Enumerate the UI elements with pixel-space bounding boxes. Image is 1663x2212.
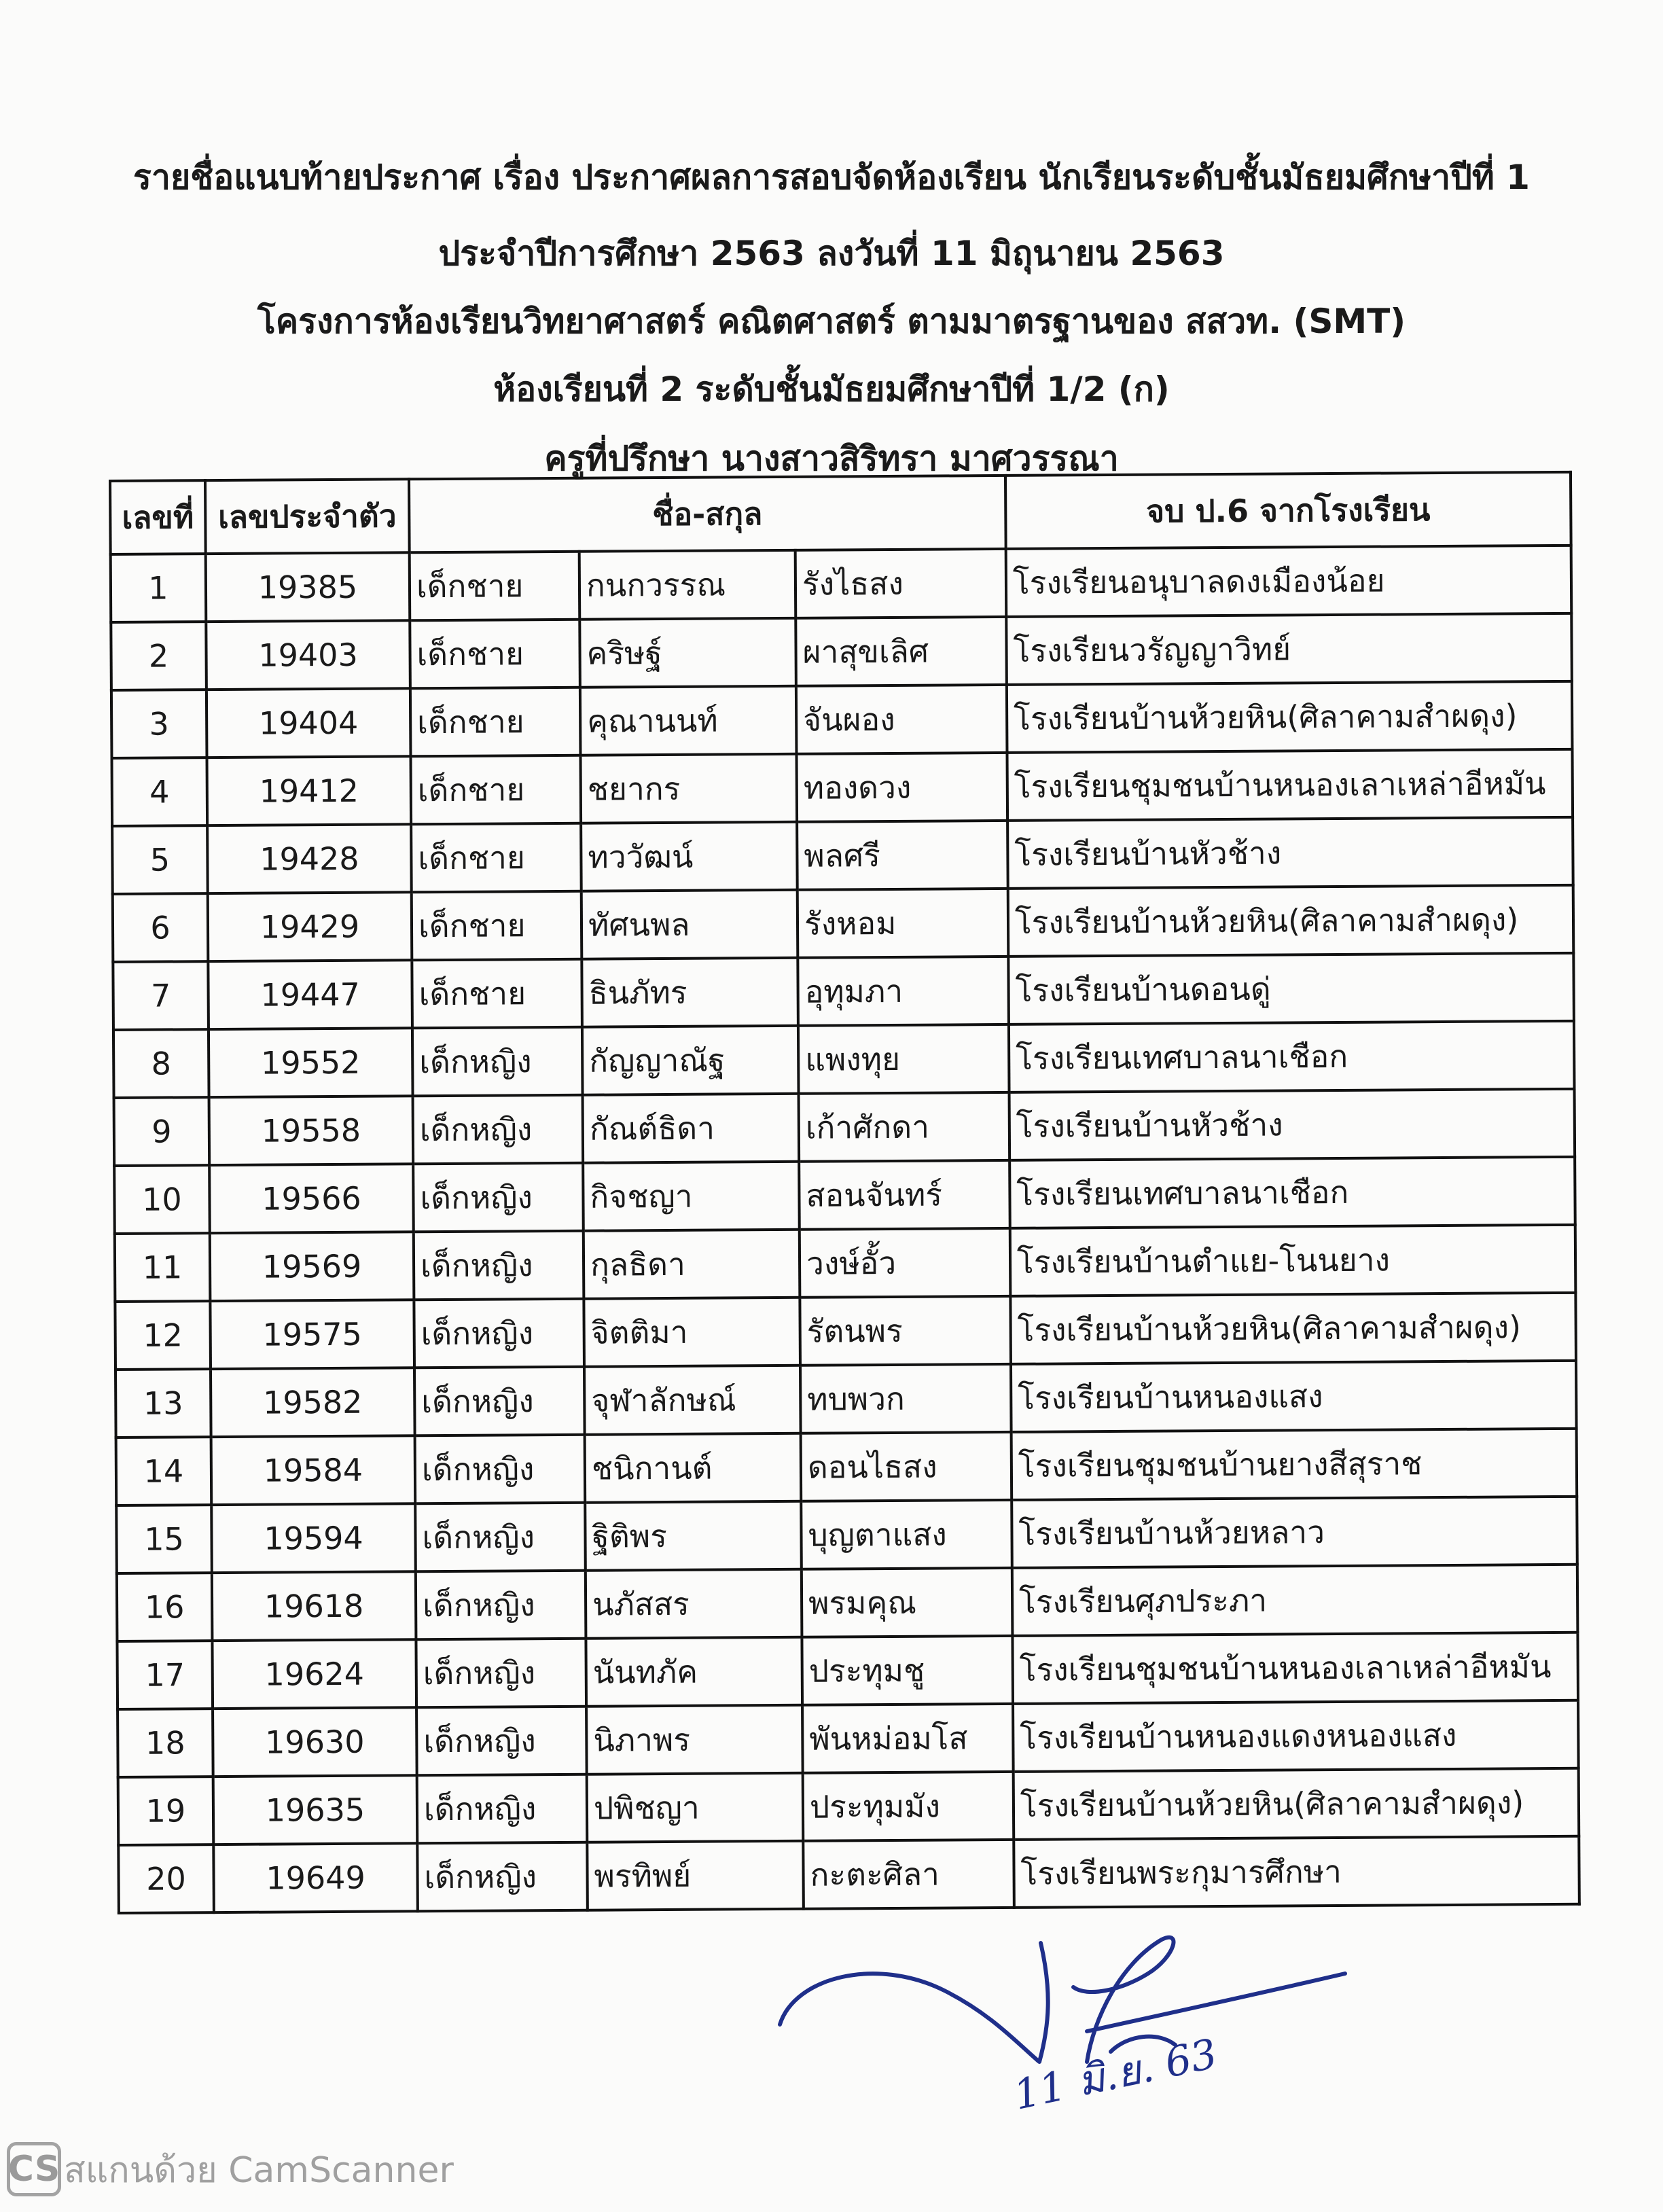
table-row (117, 1633, 1578, 1709)
student-last-name: จันผอง (796, 685, 1007, 754)
student-id: 19584 (211, 1435, 416, 1505)
student-id: 19635 (213, 1775, 418, 1844)
previous-school: โรงเรียนบ้านห้วยหิน(ศิลาคามสำผดุง) (1014, 1768, 1579, 1840)
student-id: 19566 (209, 1164, 414, 1233)
table-body (111, 546, 1579, 1913)
academic-year-line: ประจำปีการศึกษา 2563 ลงวันที่ 11 มิถุนายน 2563 (438, 234, 1225, 273)
student-title: เด็กชาย (410, 755, 581, 825)
row-number: 8 (113, 1029, 209, 1098)
row-number: 4 (112, 757, 208, 826)
student-first-name: คริษฐ์ (579, 618, 796, 688)
table-row (118, 1768, 1579, 1845)
previous-school: โรงเรียนชุมชนบ้านยางสีสุราช (1012, 1429, 1577, 1500)
table-row (116, 1429, 1577, 1505)
student-last-name: สอนจันทร์ (799, 1160, 1010, 1230)
column-header-name: ชื่อ-สกุล (409, 476, 1006, 552)
previous-school: โรงเรียนบ้านหัวช้าง (1009, 1089, 1575, 1160)
student-id: 19404 (207, 688, 411, 757)
row-number: 6 (113, 893, 209, 962)
student-last-name: รังไธสง (795, 549, 1007, 618)
student-first-name: ชยากร (580, 754, 797, 823)
camscanner-watermark (7, 2139, 454, 2200)
student-last-name: ทองดวง (796, 753, 1007, 822)
student-last-name: ผาสุขเลิศ (795, 617, 1007, 686)
student-last-name: ประทุมมัง (803, 1772, 1014, 1841)
student-title: เด็กชาย (410, 688, 581, 757)
student-first-name: ปพิชญา (587, 1773, 804, 1842)
table-row (113, 1021, 1575, 1098)
student-first-name: กุลธิดา (584, 1230, 800, 1299)
row-number: 10 (114, 1165, 210, 1234)
student-first-name: นันทภัค (586, 1637, 802, 1707)
previous-school: โรงเรียนเทศบาลนาเชือก (1009, 1157, 1575, 1228)
table-row (114, 1089, 1575, 1166)
student-title: เด็กหญิง (417, 1774, 588, 1844)
student-last-name: กะตะศิลา (803, 1840, 1014, 1909)
previous-school: โรงเรียนศุภประภา (1012, 1565, 1578, 1636)
student-title: เด็กชาย (410, 620, 580, 689)
student-title: เด็กหญิง (415, 1503, 586, 1572)
student-first-name: กัญญาณัฐ (582, 1026, 799, 1095)
row-number: 17 (117, 1641, 213, 1709)
student-first-name: กิจชญา (583, 1162, 800, 1231)
student-title: เด็กหญิง (414, 1231, 584, 1300)
student-last-name: ดอนไธสง (801, 1432, 1012, 1501)
student-id: 19624 (212, 1639, 416, 1709)
signature-stroke (1087, 1974, 1345, 2031)
student-title: เด็กหญิง (416, 1571, 586, 1640)
student-last-name: พันหม่อมโส (802, 1704, 1014, 1773)
student-last-name: พรมคุณ (802, 1568, 1013, 1637)
student-id: 19429 (208, 892, 412, 961)
previous-school: โรงเรียนอนุบาลดงเมืองน้อย (1006, 546, 1572, 617)
student-first-name: กัณต์ธิดา (583, 1094, 800, 1163)
column-header-school: จบ ป.6 จากโรงเรียน (1005, 472, 1571, 549)
student-id: 19552 (209, 1028, 413, 1097)
student-title: เด็กหญิง (414, 1367, 585, 1436)
student-id: 19428 (207, 824, 412, 893)
table-row (113, 953, 1574, 1030)
row-number: 12 (115, 1301, 211, 1370)
previous-school: โรงเรียนชุมชนบ้านหนองเลาเหล่าอีหมัน (1007, 749, 1573, 821)
column-header-no: เลขที่ (110, 480, 206, 554)
student-first-name: ทววัฒน์ (581, 822, 798, 891)
row-number: 1 (111, 554, 207, 622)
advisor-line: ครูที่ปรึกษา นางสาวสิริทรา มาศวรรณา (544, 439, 1119, 478)
student-first-name: นภัสสร (586, 1569, 802, 1639)
student-title: เด็กชาย (410, 552, 580, 621)
student-first-name: ฐิติพร (585, 1501, 802, 1571)
signature-stroke (780, 1943, 1048, 2062)
previous-school: โรงเรียนชุมชนบ้านหนองเลาเหล่าอีหมัน (1012, 1633, 1578, 1704)
student-title: เด็กหญิง (416, 1707, 587, 1776)
camscanner-logo-icon: CS (7, 2142, 61, 2196)
row-number: 5 (112, 825, 208, 894)
student-id: 19575 (210, 1300, 414, 1369)
student-id: 19385 (206, 552, 410, 622)
row-number: 3 (111, 690, 207, 758)
student-first-name: จิตติมา (584, 1298, 800, 1367)
signature-date-note: 11 มิ.ย. 63 (1009, 2030, 1221, 2120)
previous-school: โรงเรียนบ้านตำแย-โนนยาง (1010, 1225, 1576, 1296)
table-row (111, 681, 1573, 758)
row-number: 7 (113, 961, 209, 1030)
student-first-name: ชนิกานต์ (585, 1433, 802, 1503)
table-row (116, 1497, 1577, 1573)
table-row (112, 817, 1573, 894)
student-roster-table (109, 471, 1581, 1914)
student-first-name: จุฬาลักษณ์ (584, 1366, 801, 1435)
row-number: 20 (118, 1844, 214, 1913)
student-id: 19412 (207, 756, 412, 825)
table-row (115, 1293, 1576, 1370)
student-last-name: วงษ์อั้ว (800, 1228, 1011, 1298)
student-id: 19594 (211, 1503, 416, 1573)
student-first-name: ทัศนพล (582, 890, 798, 959)
student-title: เด็กหญิง (413, 1095, 584, 1164)
program-line: โครงการห้องเรียนวิทยาศาสตร์ คณิตศาสตร์ ตามมาตรฐานของ สสวท. (SMT) (257, 302, 1406, 341)
previous-school: โรงเรียนบ้านห้วยหิน(ศิลาคามสำผดุง) (1008, 885, 1574, 957)
row-number: 9 (114, 1097, 210, 1166)
previous-school: โรงเรียนบ้านหัวช้าง (1007, 817, 1573, 889)
student-last-name: แพงทุย (798, 1024, 1009, 1094)
table-row (115, 1225, 1576, 1302)
row-number: 16 (117, 1573, 213, 1641)
student-last-name: เก้าศักดา (799, 1092, 1010, 1162)
row-number: 11 (115, 1233, 211, 1302)
row-number: 19 (118, 1777, 214, 1845)
student-title: เด็กหญิง (415, 1435, 586, 1504)
row-number: 18 (118, 1709, 213, 1777)
student-title: เด็กหญิง (412, 1027, 583, 1096)
row-number: 15 (116, 1505, 212, 1573)
student-first-name: กนกวรรณ (579, 550, 796, 620)
student-first-name: พรทิพย์ (587, 1841, 804, 1910)
student-first-name: ธินภัทร (582, 958, 798, 1027)
student-last-name: พลศรี (797, 821, 1008, 890)
student-title: เด็กชาย (411, 823, 582, 893)
student-title: เด็กหญิง (417, 1842, 588, 1912)
table-row (111, 613, 1572, 690)
student-id: 19558 (209, 1096, 414, 1165)
student-title: เด็กชาย (412, 959, 582, 1029)
table-row (117, 1565, 1578, 1641)
previous-school: โรงเรียนบ้านดอนดู่ (1008, 953, 1574, 1024)
student-first-name: คุณานนท์ (580, 686, 797, 755)
row-number: 2 (111, 622, 207, 690)
student-last-name: ประทุมชู (802, 1636, 1013, 1705)
table-row (118, 1700, 1579, 1777)
student-last-name: บุญตาแสง (801, 1500, 1012, 1569)
previous-school: โรงเรียนบ้านหนองแสง (1011, 1361, 1577, 1432)
table-row (111, 546, 1572, 622)
previous-school: โรงเรียนบ้านห้วยหิน(ศิลาคามสำผดุง) (1010, 1293, 1576, 1364)
announcement-title: รายชื่อแนบท้ายประกาศ เรื่อง ประกาศผลการสอบจัดห้องเรียน นักเรียนระดับชั้นมัธยมศึกษาปีที่ 1 (133, 158, 1530, 197)
table-header-row (110, 472, 1571, 554)
previous-school: โรงเรียนวรัญญาวิทย์ (1006, 613, 1572, 685)
row-number: 14 (116, 1437, 212, 1505)
watermark-text: สแกนด้วย CamScanner (64, 2149, 454, 2191)
student-id: 19630 (213, 1707, 417, 1777)
classroom-line: ห้องเรียนที่ 2 ระดับชั้นมัธยมศึกษาปีที่ 1/2 (ก) (493, 370, 1170, 409)
student-title: เด็กหญิง (416, 1639, 586, 1708)
student-last-name: รังหอม (798, 889, 1009, 958)
student-id: 19569 (210, 1232, 414, 1301)
table-row (113, 885, 1574, 962)
column-header-student-id: เลขประจำตัว (205, 479, 410, 554)
previous-school: โรงเรียนเทศบาลนาเชือก (1009, 1021, 1575, 1092)
previous-school: โรงเรียนพระกุมารศึกษา (1014, 1836, 1579, 1908)
student-last-name: รัตนพร (800, 1296, 1011, 1366)
student-title: เด็กหญิง (413, 1163, 584, 1232)
previous-school: โรงเรียนบ้านหนองแดงหนองแสง (1013, 1700, 1579, 1772)
student-last-name: ทบพวก (800, 1364, 1012, 1433)
student-id: 19447 (208, 960, 412, 1029)
previous-school: โรงเรียนบ้านห้วยหลาว (1012, 1497, 1577, 1568)
student-title: เด็กหญิง (414, 1299, 584, 1368)
table-row (115, 1361, 1577, 1438)
previous-school: โรงเรียนบ้านห้วยหิน(ศิลาคามสำผดุง) (1007, 681, 1573, 753)
student-id: 19649 (213, 1843, 418, 1912)
row-number: 13 (115, 1369, 211, 1438)
student-last-name: อุทุมภา (798, 957, 1009, 1026)
student-id: 19582 (211, 1368, 415, 1437)
student-title: เด็กชาย (412, 891, 582, 961)
student-first-name: นิภาพร (586, 1705, 803, 1774)
table-row (114, 1157, 1575, 1234)
student-id: 19403 (206, 620, 410, 690)
student-id: 19618 (212, 1571, 416, 1641)
table-row (112, 749, 1573, 826)
table-row (118, 1836, 1579, 1913)
